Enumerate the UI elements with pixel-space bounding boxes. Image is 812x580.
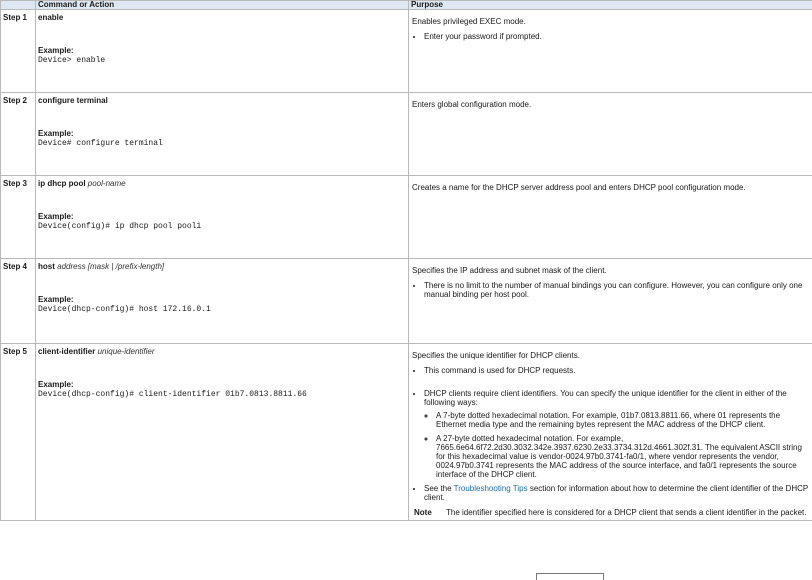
note-block (412, 508, 809, 517)
list-item: • There is no limit to the number of manual bindings you can configure. However, you can configure only one manual binding per host pool. (424, 281, 809, 299)
command-column-header: Command or Action (36, 1, 409, 10)
command-cell (36, 176, 409, 259)
example-label: Example: (38, 129, 406, 138)
purpose-cell (409, 10, 812, 93)
identifier-intro: • DHCP clients require client identifiers. You can specify the unique identifier for the client in either of the following ways: (424, 389, 809, 407)
example-label: Example: (38, 295, 406, 304)
command-cell (36, 259, 409, 344)
purpose-text: Creates a name for the DHCP server address pool and enters DHCP pool configuration mode. (412, 183, 809, 192)
step-label: Step 5 (1, 344, 36, 521)
example-label: Example: (38, 46, 406, 55)
example-code: Device(dhcp-config)# client-identifier 01b7.0813.8811.66 (38, 390, 406, 399)
table-row (1, 10, 812, 93)
purpose-cell (409, 93, 812, 176)
command-syntax: ip dhcp pool pool-name (38, 179, 406, 188)
command-syntax: host address [mask | /prefix-length] (38, 262, 406, 271)
step-label: Step 4 (1, 259, 36, 344)
command-cell (36, 93, 409, 176)
table-row (1, 344, 812, 521)
table-row (1, 259, 812, 344)
purpose-column-header: Purpose (409, 1, 812, 10)
sub-list-item: ◦ A 27-byte dotted hexadecimal notation. For example, 7665.6e64.6f72.2d30.3032.342e.3937.6230.2e33.3734.312d.4661.302f.31. The equivalent ASCII string for this hexadecimal value is vendor-0024.97b0.3741-fa0/1, where vendor represents the vendor, 0024.97b0.3741 represents the MAC address of the source interface, and fa0/1 represents the source interface of the DHCP client. (436, 434, 809, 479)
step-label: Step 2 (1, 93, 36, 176)
purpose-text: Enables privileged EXEC mode. (412, 17, 809, 26)
example-code: Device> enable (38, 56, 406, 65)
list-item: • See the Troubleshooting Tips section for information about how to determine the client identifier of the DHCP client. (424, 484, 809, 502)
step-label: Step 1 (1, 10, 36, 93)
command-cell (36, 344, 409, 521)
sub-list-item: ◦ A 7-byte dotted hexadecimal notation. For example, 01b7.0813.8811.66, where 01 represents the Ethernet media type and the remaining bytes represent the MAC address of the DHCP client. (436, 411, 809, 429)
command-cell (36, 10, 409, 93)
list-item (424, 380, 809, 479)
purpose-cell (409, 344, 812, 521)
example-label: Example: (38, 212, 406, 221)
purpose-cell (409, 259, 812, 344)
step-column-header (1, 1, 36, 10)
note-text: The identifier specified here is considered for a DHCP client that sends a client identifier in the packet. (446, 508, 809, 517)
command-syntax: client-identifier unique-identifier (38, 347, 406, 356)
example-label: Example: (38, 380, 406, 389)
purpose-cell (409, 176, 812, 259)
purpose-text: Enters global configuration mode. (412, 100, 809, 109)
purpose-text: Specifies the unique identifier for DHCP clients. (412, 351, 809, 360)
command-syntax: enable (38, 13, 406, 22)
step-label: Step 3 (1, 176, 36, 259)
table-header-row (1, 1, 812, 10)
example-code: Device(dhcp-config)# host 172.16.0.1 (38, 305, 406, 314)
example-code: Device# configure terminal (38, 139, 406, 148)
note-label: Note (412, 508, 446, 517)
command-syntax: configure terminal (38, 96, 406, 105)
list-item: • Enter your password if prompted. (424, 32, 809, 41)
table-row (1, 93, 812, 176)
example-code: Device(config)# ip dhcp pool pool1 (38, 222, 406, 231)
list-item: • This command is used for DHCP requests. (424, 366, 809, 375)
troubleshooting-tips-link[interactable]: Troubleshooting Tips (454, 484, 528, 493)
table-row (1, 176, 812, 259)
purpose-text: Specifies the IP address and subnet mask of the client. (412, 266, 809, 275)
